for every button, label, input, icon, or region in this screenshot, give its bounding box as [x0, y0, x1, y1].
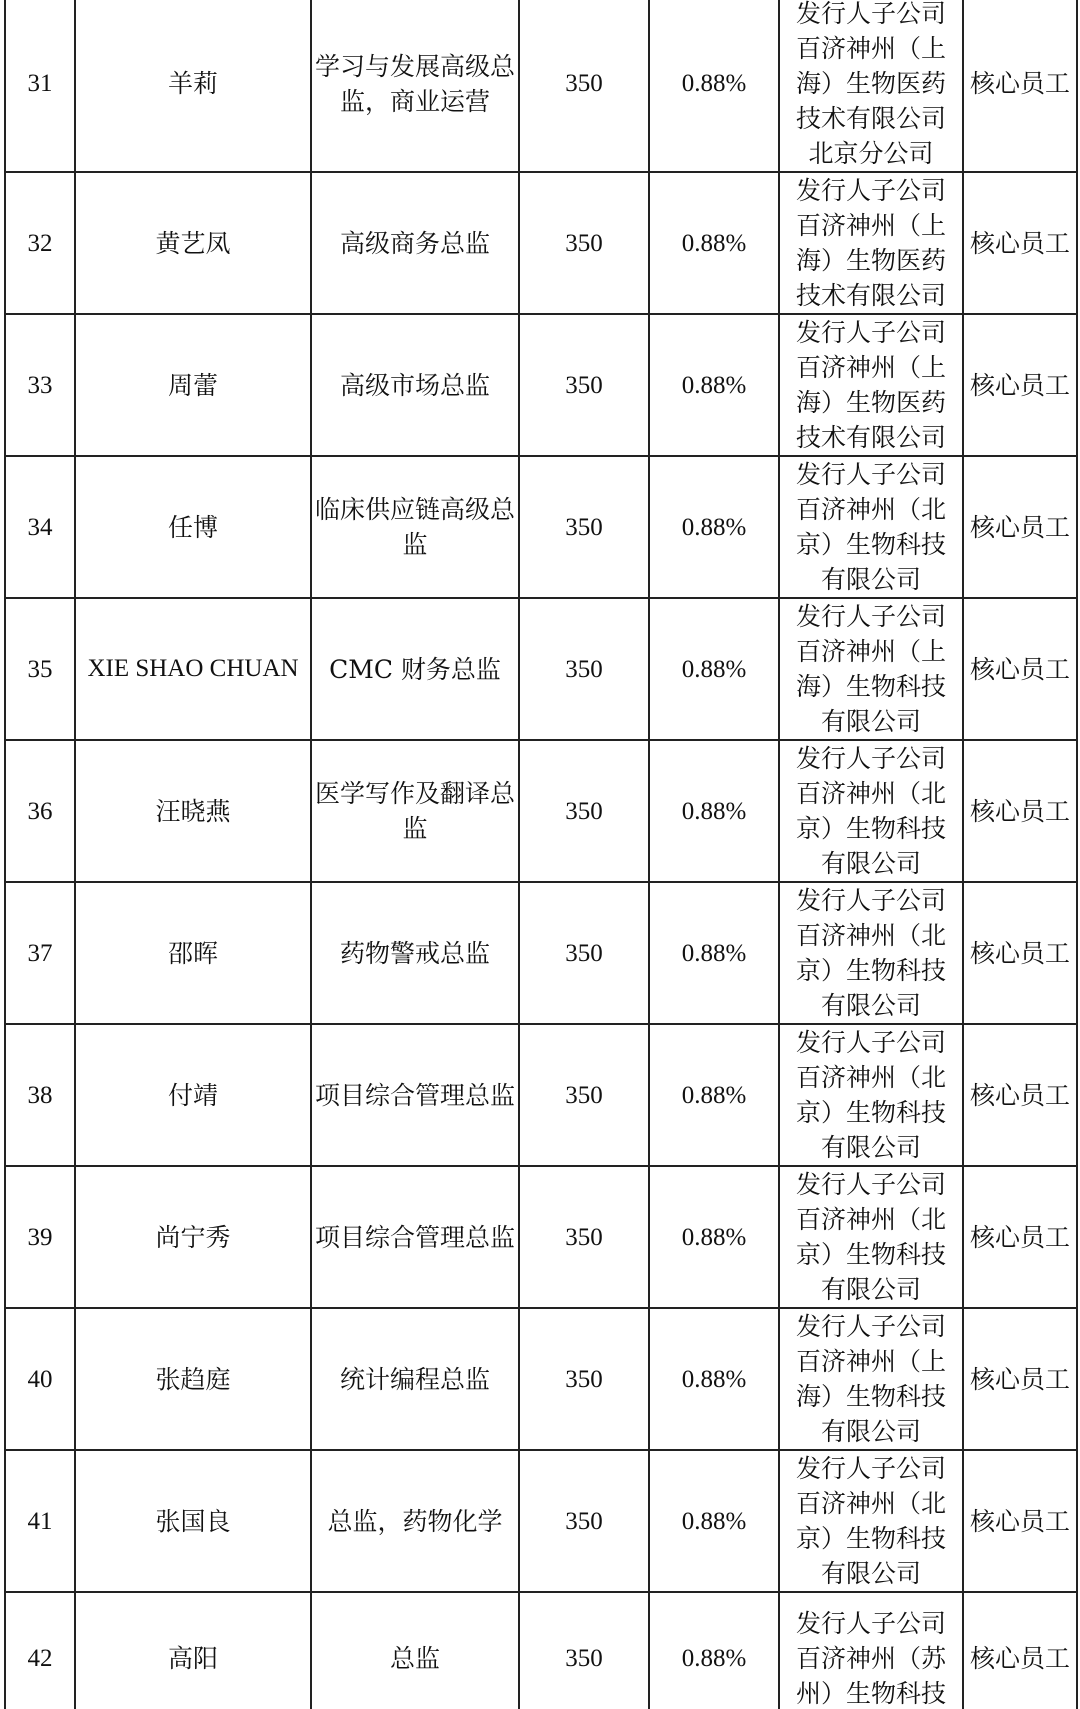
employer-line: 发行人子公司: [795, 1608, 946, 1638]
employer-line: 百济神州（北: [795, 779, 946, 808]
employee-category: 核心员工: [963, 314, 1077, 456]
employee-category: 核心员工: [963, 598, 1077, 740]
person-name: 黄艺凤: [75, 172, 311, 314]
share-amount: 350: [519, 172, 649, 314]
employer-line: 百济神州（北: [795, 1489, 946, 1518]
employee-category: 核心员工: [963, 1450, 1077, 1592]
share-percentage: 0.88%: [649, 1450, 779, 1592]
employer-line: 京）生物科技: [795, 956, 946, 985]
employer: [779, 598, 963, 740]
employer-line: 百济神州（苏: [795, 1643, 946, 1673]
employer-line: 京）生物科技: [795, 1098, 946, 1127]
employer-line: 技术有限公司: [795, 104, 946, 133]
person-name: 尚宁秀: [75, 1166, 311, 1308]
employer: [779, 0, 963, 172]
row-number: 32: [5, 172, 75, 314]
employer-line: 京）生物科技: [795, 1524, 946, 1553]
person-name: 高阳: [75, 1592, 311, 1709]
employee-category: 核心员工: [963, 740, 1077, 882]
share-amount: 350: [519, 740, 649, 882]
job-title: 学习与发展高级总监，商业运营: [311, 0, 519, 172]
employer: [779, 456, 963, 598]
employer: [779, 1308, 963, 1450]
employer-line: 发行人子公司: [795, 460, 946, 489]
employer-line: 发行人子公司: [795, 1454, 946, 1483]
person-name: 邵晖: [75, 882, 311, 1024]
participants-table: [4, 0, 1078, 1709]
employer-line: 有限公司: [820, 1559, 921, 1588]
share-amount: 350: [519, 0, 649, 172]
employer-line: 发行人子公司: [795, 1028, 946, 1057]
employer-line: 海）生物科技: [795, 672, 946, 701]
job-title: CMC 财务总监: [311, 598, 519, 740]
employer-line: 京）生物科技: [795, 530, 946, 559]
employer-line: 海）生物医药: [795, 388, 946, 417]
share-amount: 350: [519, 1592, 649, 1709]
share-percentage: 0.88%: [649, 172, 779, 314]
employer-line: 发行人子公司: [795, 886, 946, 915]
share-percentage: 0.88%: [649, 1024, 779, 1166]
employer-line: 有限公司: [820, 1275, 921, 1304]
employer-line: 百济神州（北: [795, 495, 946, 524]
employer-line: 发行人子公司: [795, 1312, 946, 1341]
share-percentage: 0.88%: [649, 740, 779, 882]
employer-line: 技术有限公司: [795, 423, 946, 452]
employer-line: 海）生物科技: [795, 1382, 946, 1411]
row-number: 42: [5, 1592, 75, 1709]
row-number: 36: [5, 740, 75, 882]
employer-line: 州）生物科技: [795, 1678, 946, 1708]
employer-line: 百济神州（上: [795, 211, 946, 240]
employer-line: 发行人子公司: [795, 318, 946, 347]
row-number: 33: [5, 314, 75, 456]
employer-line: 有限公司: [820, 707, 921, 736]
employee-category: 核心员工: [963, 456, 1077, 598]
employer-line: 发行人子公司: [795, 176, 946, 205]
person-name: 张趋庭: [75, 1308, 311, 1450]
share-percentage: 0.88%: [649, 0, 779, 172]
share-percentage: 0.88%: [649, 598, 779, 740]
employer-line: 百济神州（上: [795, 34, 946, 63]
job-title: 医学写作及翻译总监: [311, 740, 519, 882]
share-percentage: 0.88%: [649, 1308, 779, 1450]
employer-line: 有限公司: [820, 991, 921, 1020]
person-name: 周蕾: [75, 314, 311, 456]
person-name: 羊莉: [75, 0, 311, 172]
employer-line: 海）生物医药: [795, 246, 946, 275]
employee-category: 核心员工: [963, 1592, 1077, 1709]
row-number: 31: [5, 0, 75, 172]
employer: [779, 172, 963, 314]
employer-line: 有限公司: [820, 1417, 921, 1446]
job-title: 统计编程总监: [311, 1308, 519, 1450]
share-amount: 350: [519, 1166, 649, 1308]
employer-line: 百济神州（上: [795, 1347, 946, 1376]
share-amount: 350: [519, 1308, 649, 1450]
employee-category: 核心员工: [963, 882, 1077, 1024]
share-amount: 350: [519, 1450, 649, 1592]
employer-line: 京）生物科技: [795, 1240, 946, 1269]
job-title: 药物警戒总监: [311, 882, 519, 1024]
job-title: 项目综合管理总监: [311, 1024, 519, 1166]
row-number: 41: [5, 1450, 75, 1592]
job-title: 项目综合管理总监: [311, 1166, 519, 1308]
job-title: 总监: [311, 1592, 519, 1709]
share-percentage: 0.88%: [649, 314, 779, 456]
employer-line: 北京分公司: [808, 139, 934, 168]
employee-category: 核心员工: [963, 172, 1077, 314]
person-name: 付靖: [75, 1024, 311, 1166]
table-row: [5, 456, 1077, 598]
employer-line: 百济神州（上: [795, 637, 946, 666]
table-row: [5, 1450, 1077, 1592]
table-row: [5, 1308, 1077, 1450]
employer: [779, 1592, 963, 1709]
share-amount: 350: [519, 598, 649, 740]
person-name: 汪晓燕: [75, 740, 311, 882]
job-title: 总监，药物化学: [311, 1450, 519, 1592]
table-row: [5, 1024, 1077, 1166]
table-row: [5, 314, 1077, 456]
row-number: 37: [5, 882, 75, 1024]
share-percentage: 0.88%: [649, 456, 779, 598]
row-number: 38: [5, 1024, 75, 1166]
share-amount: 350: [519, 314, 649, 456]
employer: [779, 882, 963, 1024]
employer-line: 发行人子公司: [795, 744, 946, 773]
row-number: 35: [5, 598, 75, 740]
share-percentage: 0.88%: [649, 1166, 779, 1308]
employer: [779, 1450, 963, 1592]
employer-line: 京）生物科技: [795, 814, 946, 843]
person-name: XIE SHAO CHUAN: [75, 598, 311, 740]
row-number: 34: [5, 456, 75, 598]
employer-line: 有限公司: [820, 1133, 921, 1162]
employer: [779, 740, 963, 882]
job-title: 高级商务总监: [311, 172, 519, 314]
table-row: [5, 172, 1077, 314]
share-amount: 350: [519, 456, 649, 598]
employer-line: 百济神州（北: [795, 1063, 946, 1092]
employer-line: 有限公司: [820, 849, 921, 878]
table-row: [5, 882, 1077, 1024]
employee-category: 核心员工: [963, 1166, 1077, 1308]
share-percentage: 0.88%: [649, 1592, 779, 1709]
employee-category: 核心员工: [963, 1024, 1077, 1166]
table-row: [5, 1166, 1077, 1308]
employer-line: 发行人子公司: [795, 0, 946, 28]
person-name: 任博: [75, 456, 311, 598]
employer-line: 有限公司: [820, 565, 921, 594]
share-amount: 350: [519, 1024, 649, 1166]
employer: [779, 1024, 963, 1166]
employee-category: 核心员工: [963, 1308, 1077, 1450]
job-title: 临床供应链高级总监: [311, 456, 519, 598]
table-row: [5, 1592, 1077, 1709]
job-title: 高级市场总监: [311, 314, 519, 456]
table-body: [5, 0, 1077, 1709]
table-row: [5, 598, 1077, 740]
table-row: [5, 740, 1077, 882]
person-name: 张国良: [75, 1450, 311, 1592]
employer: [779, 314, 963, 456]
share-percentage: 0.88%: [649, 882, 779, 1024]
employer-line: 发行人子公司: [795, 602, 946, 631]
row-number: 40: [5, 1308, 75, 1450]
share-amount: 350: [519, 882, 649, 1024]
employer: [779, 1166, 963, 1308]
row-number: 39: [5, 1166, 75, 1308]
table-row: [5, 0, 1077, 172]
employer-line: 百济神州（上: [795, 353, 946, 382]
employer-line: 百济神州（北: [795, 1205, 946, 1234]
employer-line: 技术有限公司: [795, 281, 946, 310]
employee-category: 核心员工: [963, 0, 1077, 172]
employer-line: 发行人子公司: [795, 1170, 946, 1199]
employer-line: 海）生物医药: [795, 69, 946, 98]
employer-line: 百济神州（北: [795, 921, 946, 950]
